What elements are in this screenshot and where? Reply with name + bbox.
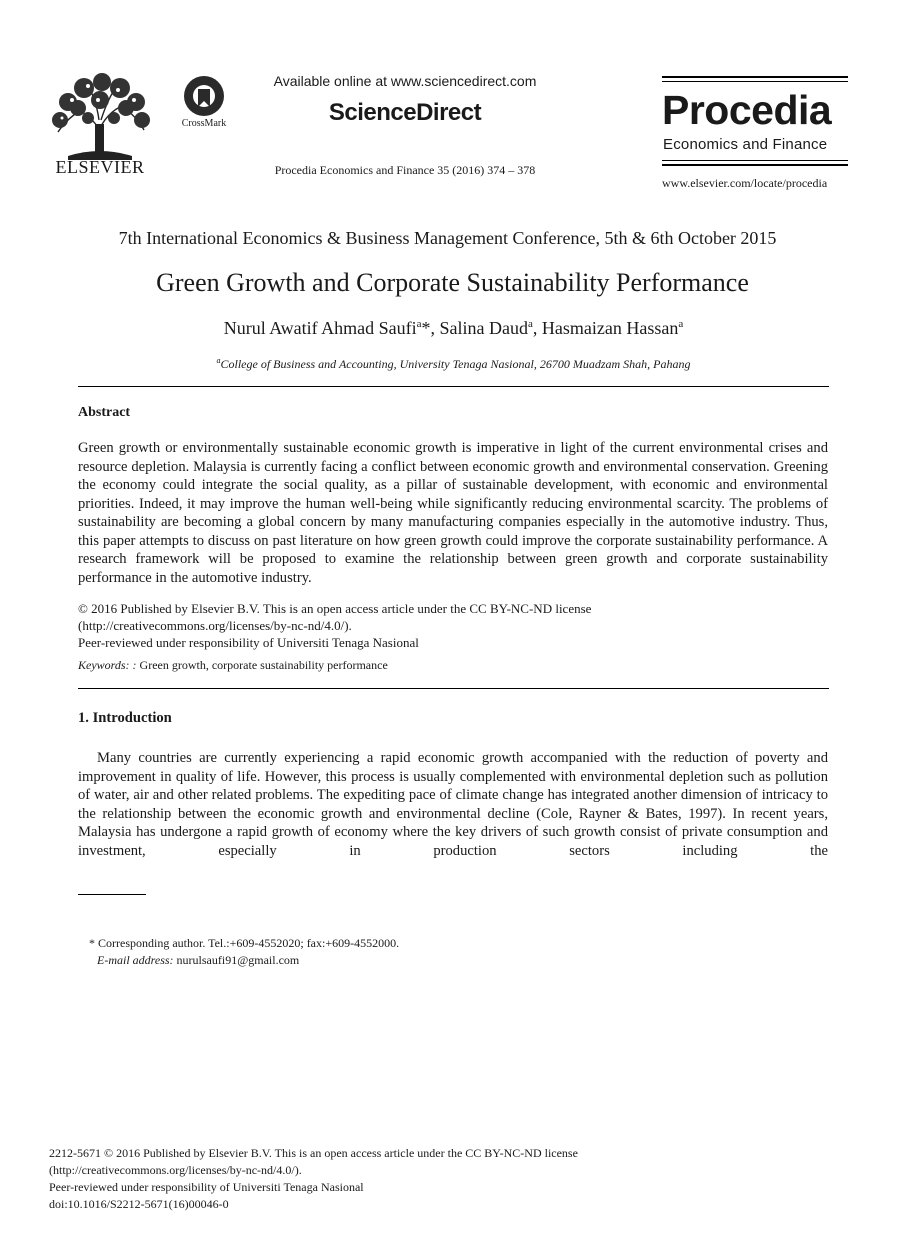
abstract-heading: Abstract [78, 405, 131, 420]
conference-line: 7th International Economics & Business Management Conference, 5th & 6th October 2015 [118, 228, 777, 248]
affiliation-text: College of Business and Accounting, University Tenaga Nasional, 26700 Muadzam Shah, Pahang [220, 357, 691, 371]
author-affiliation-marker: a [416, 318, 422, 330]
issn-license-line: 2212-5671 © 2016 Published by Elsevier B.V. This is an open access article under the CC BY-NC-ND license [49, 1146, 578, 1160]
journal-citation: Procedia Economics and Finance 35 (2016) 374 – 378 [274, 163, 536, 177]
affiliation [0, 356, 907, 372]
introduction-body: Many countries are currently experiencing a rapid economic growth accompanied with the reduction of poverty and improvement in quality of life. However, this process is usually complemented with environmental depletion such as pollution of water, air and other related problems. The expediting pace of climate change has integrated another dimension of intricacy to the relationship between the economic growth and environmental decline (Cole, Rayner & Bates, 1997). In recent years, Malaysia has undergone a rapid growth of economy where the key drivers of such growth consist of private consumption and investment, especially in production sectors including the [78, 750, 828, 859]
abstract-top-rule [78, 386, 829, 387]
author-name: Hasmaizan Hassan [541, 318, 679, 338]
keywords-line [78, 658, 388, 673]
affiliation-marker: a [216, 356, 221, 365]
author-affiliation-marker: a [678, 318, 684, 330]
author-name: Salina Daud [439, 318, 528, 338]
corresponding-author: * Corresponding author. Tel.:+609-4552020; fax:+609-4552000. [89, 936, 400, 950]
email-label: E-mail address: [97, 953, 174, 967]
email-link[interactable]: nurulsaufi91@gmail.com [176, 953, 300, 967]
corresponding-marker: * [421, 318, 431, 338]
available-online-link[interactable]: Available online at www.sciencedirect.com [273, 73, 537, 89]
author-separator: , [532, 318, 542, 338]
copyright-block [78, 600, 591, 651]
abstract-text: Green growth or environmentally sustainable economic growth is imperative in light of the current environmental crises and resource depletion. Malaysia is currently facing a conflict between economic growth and environmental conservation. Greening the economy could integrate the social quality, as a pillar of sustainable development, with economic and environmental priorities. Indeed, it may improve the human well-being while significantly reducing environmental scarcity. The problems of sustainability are becoming a global concern by many manufacturing companies especially in the automotive industry. Thus, this paper attempts to discuss on past literature on how green growth could improve the corporate sustainability performance. A research framework will be proposed to examine the relationship between green growth and corporate sustainability performance in the automotive industry. [78, 440, 828, 586]
procedia-wordmark: Procedia [662, 87, 832, 133]
section-heading-introduction: 1. Introduction [78, 710, 172, 726]
footnote-rule [78, 894, 146, 895]
bottom-license-block [49, 1145, 578, 1213]
peer-review-line: Peer-reviewed under responsibility of Universiti Tenaga Nasional [78, 635, 419, 650]
author-affiliation-marker: a [527, 318, 533, 330]
doi-link[interactable]: doi:10.1016/S2212-5671(16)00046-0 [49, 1197, 229, 1211]
publisher-wordmark: ELSEVIER [55, 157, 145, 177]
procedia-top-rule [662, 76, 848, 84]
abstract-bottom-rule [78, 688, 829, 689]
license-link[interactable]: (http://creativecommons.org/licenses/by-nc-nd/4.0/). [78, 618, 352, 633]
bottom-license-link[interactable]: (http://creativecommons.org/licenses/by-nc-nd/4.0/). [49, 1163, 302, 1177]
keywords-text: Green growth, corporate sustainability performance [139, 658, 388, 672]
keywords-label: Keywords: : [78, 658, 137, 672]
author-list [0, 318, 907, 339]
author-name: Nurul Awatif Ahmad Saufi [223, 318, 417, 338]
paper-title: Green Growth and Corporate Sustainability Performance [156, 268, 749, 297]
sciencedirect-wordmark: ScienceDirect [328, 99, 482, 126]
bottom-peer-review-line: Peer-reviewed under responsibility of Universiti Tenaga Nasional [49, 1180, 364, 1194]
crossmark-label: CrossMark [181, 118, 227, 129]
footnote [89, 935, 399, 969]
introduction-text [78, 749, 828, 879]
procedia-subtitle: Economics and Finance [663, 136, 828, 153]
author-separator: , [430, 318, 440, 338]
procedia-bottom-rule [662, 160, 848, 168]
procedia-url-link[interactable]: www.elsevier.com/locate/procedia [662, 176, 828, 190]
copyright-line: © 2016 Published by Elsevier B.V. This is an open access article under the CC BY-NC-ND license [78, 601, 592, 616]
